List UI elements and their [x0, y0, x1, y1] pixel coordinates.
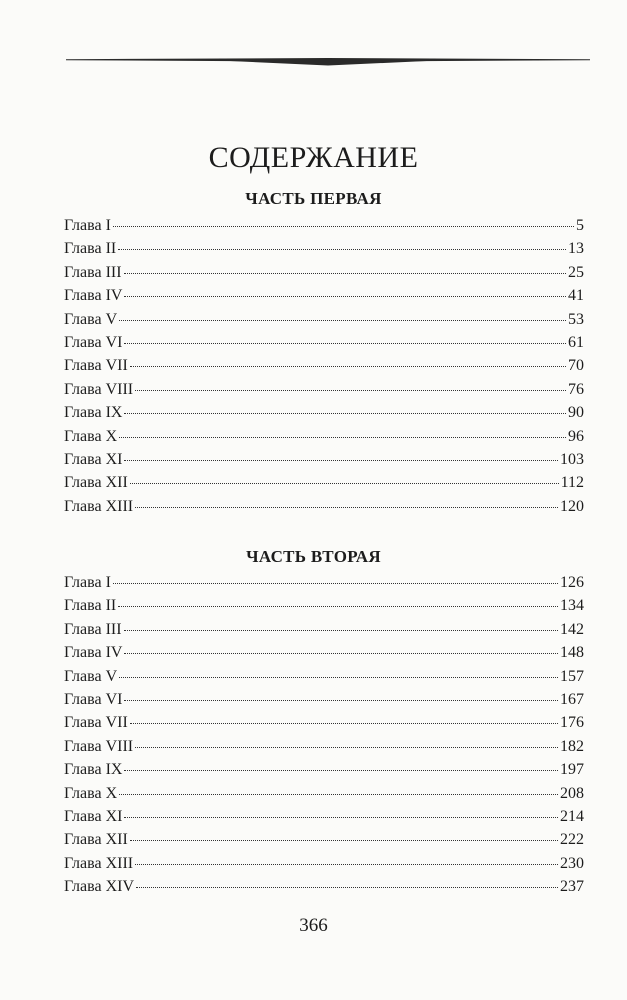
toc-entry	[64, 448, 584, 471]
toc-entry	[64, 331, 584, 354]
chapter-label: Глава IX	[64, 404, 123, 422]
chapter-label: Глава I	[64, 217, 111, 234]
chapter-page-number: 157	[560, 667, 584, 685]
chapter-page-number: 142	[560, 620, 584, 638]
chapter-label: Глава VI	[64, 333, 123, 351]
part-one-heading: ЧАСТЬ ПЕРВАЯ	[245, 189, 382, 208]
toc-entry	[64, 641, 584, 664]
chapter-label: Глава VIII	[64, 737, 134, 755]
dot-leader	[124, 459, 558, 461]
chapter-label: Глава XI	[64, 807, 123, 825]
toc-entry	[64, 471, 584, 494]
dot-leader	[124, 342, 566, 344]
chapter-page-number: 96	[568, 427, 584, 445]
dot-leader	[130, 722, 558, 724]
chapter-label: Глава XIII	[64, 854, 134, 872]
dot-leader	[119, 436, 566, 438]
dot-leader	[118, 248, 566, 250]
dot-leader	[124, 816, 558, 818]
chapter-label: Глава XIII	[64, 497, 134, 515]
dot-leader	[119, 793, 558, 795]
chapter-label: Глава VIII	[64, 380, 134, 398]
toc-entry	[64, 308, 584, 331]
chapter-label: Глава V	[64, 310, 118, 328]
dot-leader	[113, 225, 574, 227]
chapter-label: Глава I	[64, 574, 111, 591]
toc-entry	[64, 261, 584, 284]
toc-entry	[64, 875, 584, 898]
chapter-label: Глава III	[64, 263, 122, 281]
dot-leader	[136, 886, 558, 888]
dot-leader	[130, 365, 566, 367]
chapter-label: Глава II	[64, 597, 117, 615]
toc-entry	[64, 828, 584, 851]
chapter-page-number: 25	[568, 263, 584, 281]
toc-entry	[64, 711, 584, 734]
chapter-page-number: 5	[576, 217, 584, 234]
part-two-toc	[64, 571, 584, 898]
toc-entry	[64, 805, 584, 828]
toc-entry	[64, 495, 584, 518]
toc-entry	[64, 237, 584, 260]
chapter-label: Глава IV	[64, 287, 123, 305]
chapter-page-number: 167	[560, 690, 584, 708]
dot-leader	[113, 582, 558, 584]
chapter-page-number: 13	[568, 240, 584, 258]
dot-leader	[124, 272, 566, 274]
chapter-page-number: 103	[560, 450, 584, 468]
chapter-page-number: 70	[568, 357, 584, 375]
toc-entry	[64, 378, 584, 401]
toc-entry	[64, 735, 584, 758]
dot-leader	[130, 839, 558, 841]
toc-entry	[64, 284, 584, 307]
toc-entry	[64, 665, 584, 688]
chapter-label: Глава VII	[64, 714, 128, 732]
chapter-label: Глава IV	[64, 644, 123, 662]
chapter-page-number: 237	[560, 878, 584, 896]
chapter-page-number: 76	[568, 380, 584, 398]
chapter-page-number: 197	[560, 761, 584, 779]
dot-leader	[135, 389, 566, 391]
dot-leader	[135, 506, 558, 508]
dot-leader	[124, 295, 566, 297]
toc-entry	[64, 425, 584, 448]
dot-leader	[119, 676, 558, 678]
chapter-page-number: 53	[568, 310, 584, 328]
chapter-label: Глава XII	[64, 831, 128, 849]
chapter-label: Глава VII	[64, 357, 128, 375]
chapter-page-number: 112	[560, 474, 584, 492]
chapter-page-number: 90	[568, 404, 584, 422]
dot-leader	[135, 863, 558, 865]
dot-leader	[124, 412, 566, 414]
dot-leader	[135, 746, 558, 748]
dot-leader	[124, 699, 558, 701]
toc-entry	[64, 852, 584, 875]
dot-leader	[119, 319, 566, 321]
chapter-label: Глава III	[64, 620, 122, 638]
chapter-label: Глава V	[64, 667, 118, 685]
dot-leader	[124, 769, 558, 771]
chapter-page-number: 134	[560, 597, 584, 615]
chapter-page-number: 61	[568, 333, 584, 351]
toc-entry	[64, 401, 584, 424]
chapter-page-number: 120	[560, 497, 584, 515]
chapter-label: Глава X	[64, 427, 118, 445]
contents-title: СОДЕРЖАНИЕ	[208, 141, 419, 174]
decorative-header-rule	[66, 57, 590, 66]
toc-entry	[64, 758, 584, 781]
toc-entry	[64, 354, 584, 377]
chapter-label: Глава XIV	[64, 878, 135, 896]
chapter-label: Глава IX	[64, 761, 123, 779]
chapter-label: Глава XI	[64, 450, 123, 468]
toc-entry	[64, 594, 584, 617]
toc-entry	[64, 782, 584, 805]
chapter-page-number: 176	[560, 714, 584, 732]
toc-entry	[64, 618, 584, 641]
chapter-label: Глава VI	[64, 690, 123, 708]
chapter-label: Глава X	[64, 784, 118, 802]
page-number: 366	[299, 915, 328, 936]
chapter-label: Глава XII	[64, 474, 128, 492]
dot-leader	[124, 629, 558, 631]
chapter-label: Глава II	[64, 240, 117, 258]
toc-entry	[64, 571, 584, 594]
chapter-page-number: 148	[560, 644, 584, 662]
toc-entry	[64, 214, 584, 237]
dot-leader	[130, 482, 559, 484]
part-one-toc	[64, 214, 584, 518]
chapter-page-number: 182	[560, 737, 584, 755]
chapter-page-number: 126	[560, 574, 584, 591]
dot-leader	[124, 652, 558, 654]
chapter-page-number: 214	[560, 807, 584, 825]
toc-entry	[64, 688, 584, 711]
dot-leader	[118, 605, 558, 607]
chapter-page-number: 41	[568, 287, 584, 305]
chapter-page-number: 230	[560, 854, 584, 872]
chapter-page-number: 222	[560, 831, 584, 849]
chapter-page-number: 208	[560, 784, 584, 802]
part-two-heading: ЧАСТЬ ВТОРАЯ	[246, 547, 381, 566]
